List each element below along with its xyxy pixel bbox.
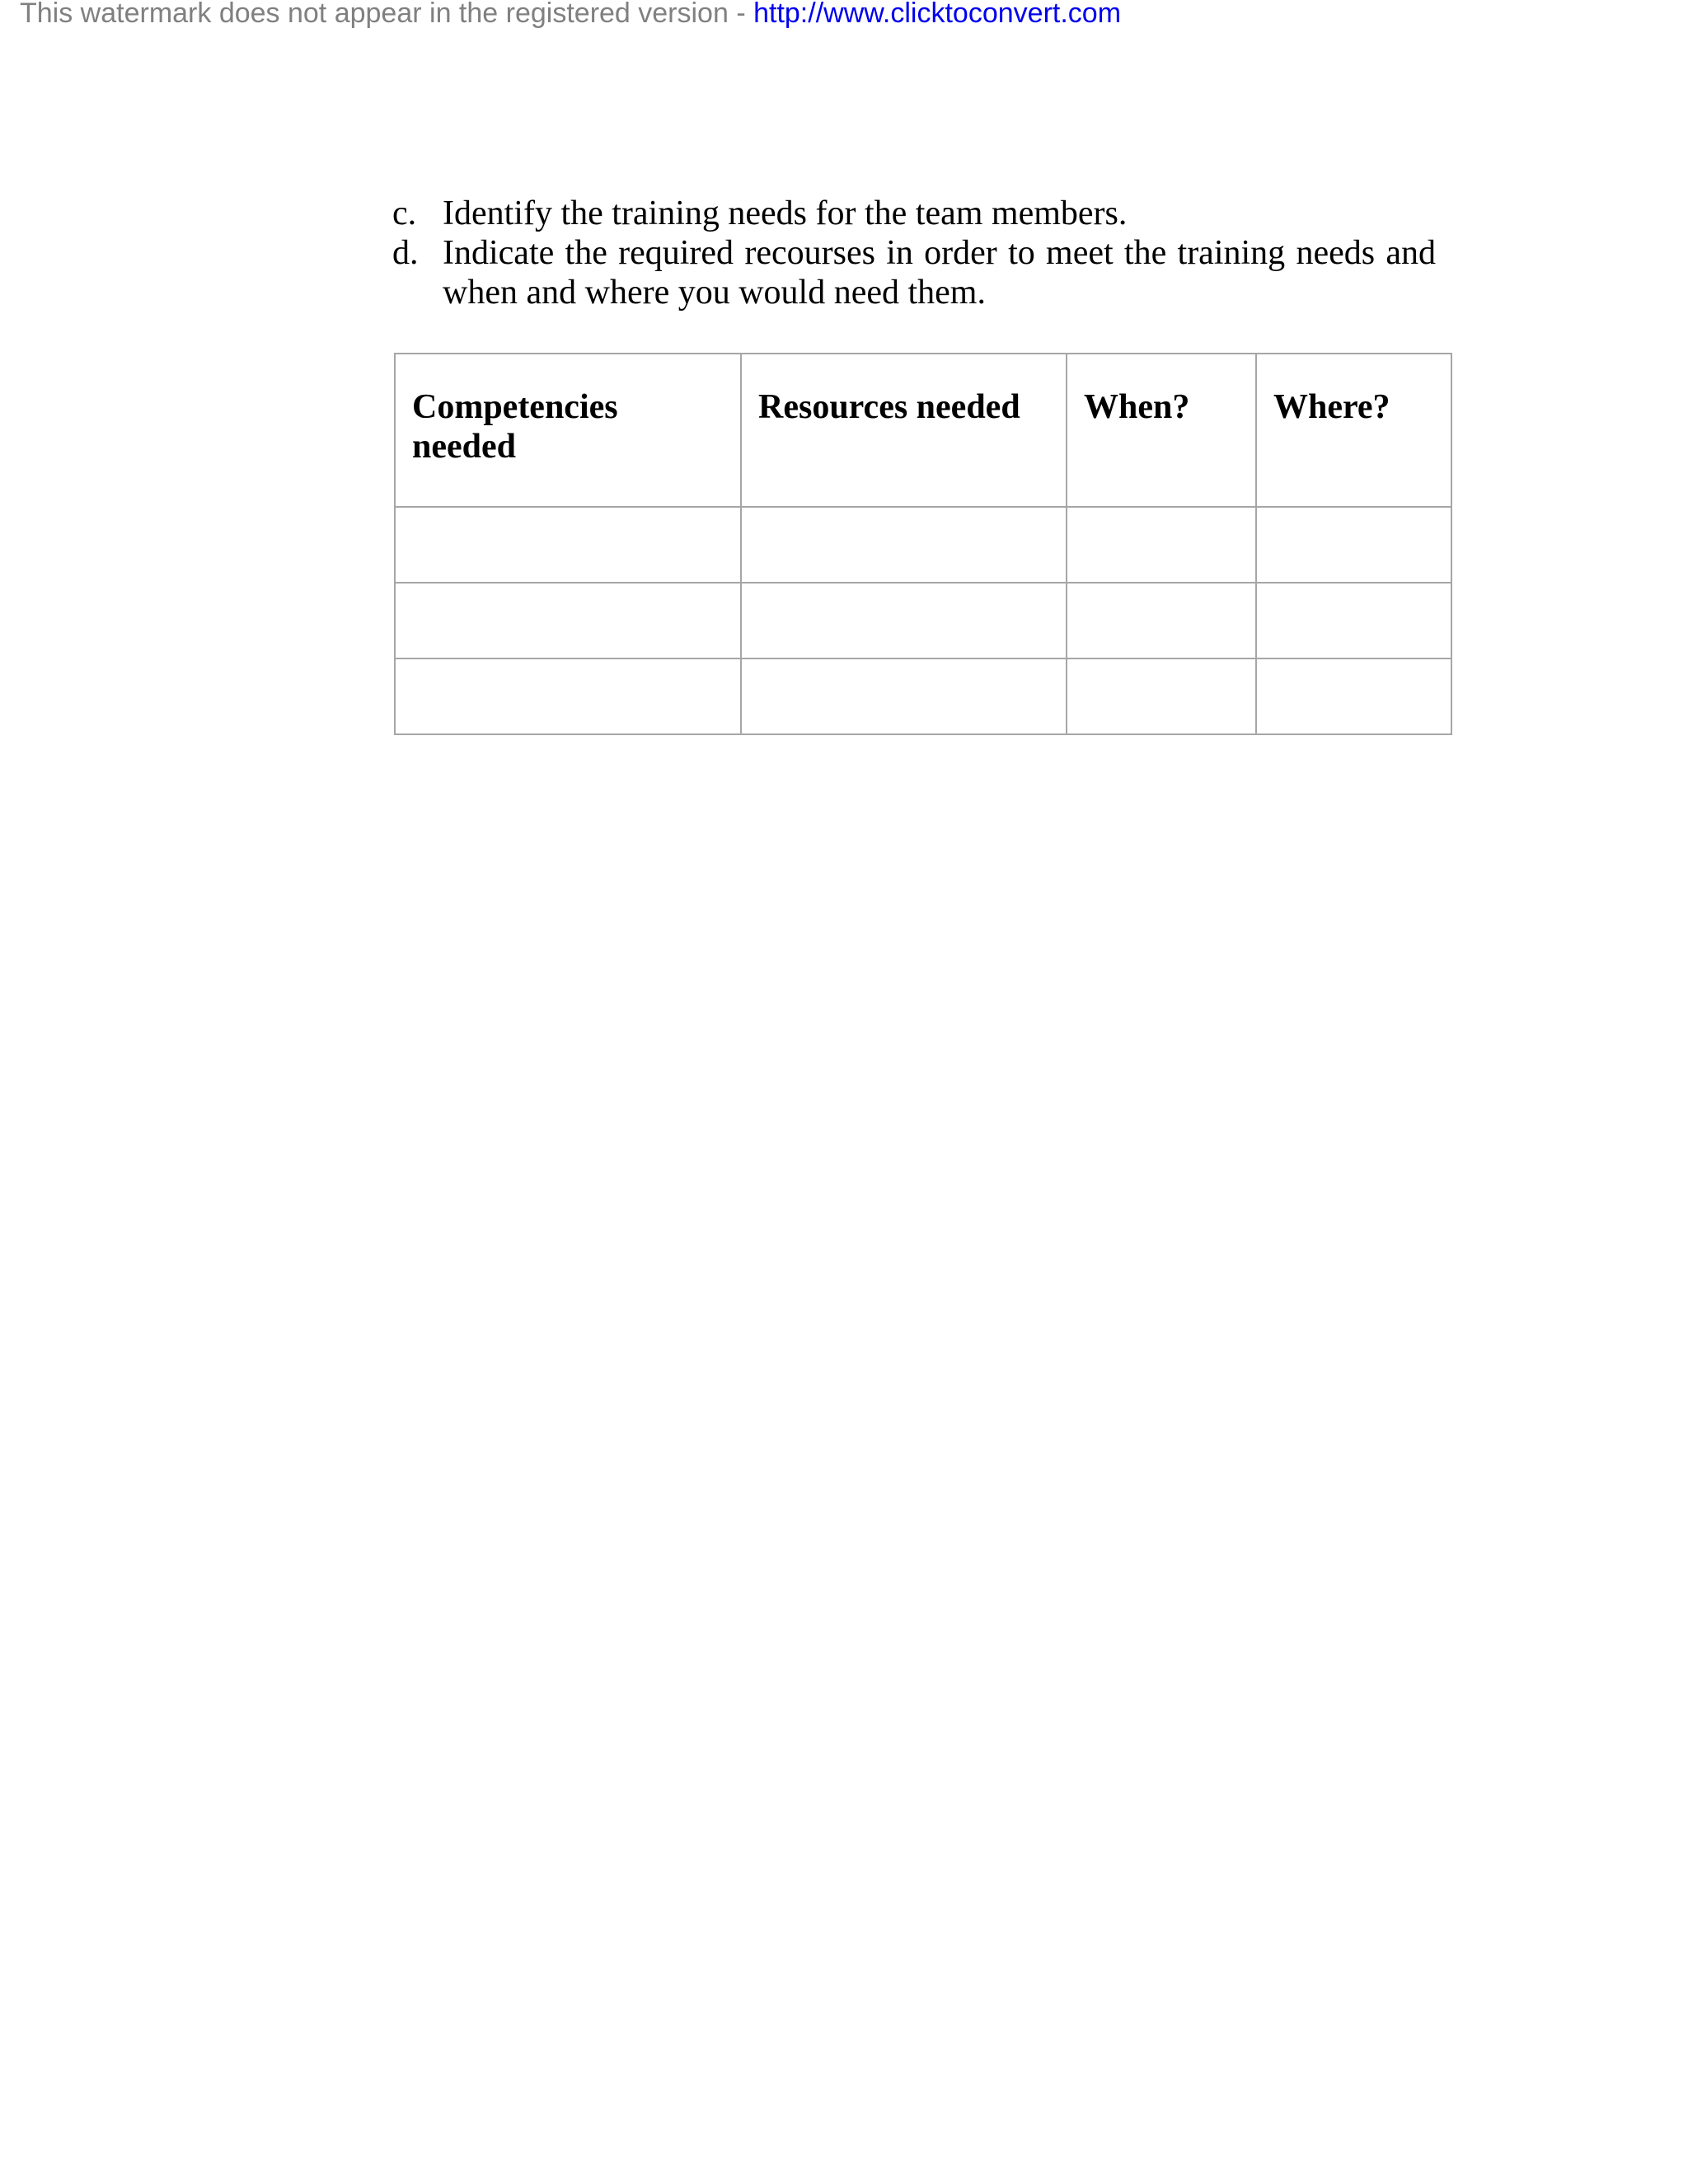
table-row <box>395 507 1451 583</box>
table-cell[interactable] <box>1256 658 1451 734</box>
watermark-text: This watermark does not appear in the registered version - <box>20 0 754 29</box>
list-item-c <box>392 194 1436 233</box>
header-when: When? <box>1067 354 1256 507</box>
table-cell[interactable] <box>1067 658 1256 734</box>
table-cell[interactable] <box>1256 583 1451 658</box>
training-needs-table <box>394 353 1452 735</box>
watermark-link[interactable]: http://www.clicktoconvert.com <box>753 0 1122 29</box>
table-cell[interactable] <box>1067 507 1256 583</box>
table-cell[interactable] <box>395 583 741 658</box>
list-marker: c. <box>392 194 417 232</box>
table-cell[interactable] <box>1067 583 1256 658</box>
list-item-text: Indicate the required recourses in order to meet the training needs and when and where you would need them. <box>443 234 1436 312</box>
table-row <box>395 583 1451 658</box>
header-competencies-needed: Competencies needed <box>395 354 741 507</box>
watermark <box>20 0 1121 30</box>
instruction-list <box>392 194 1436 312</box>
header-where: Where? <box>1256 354 1451 507</box>
header-resources-needed: Resources needed <box>741 354 1067 507</box>
table-cell[interactable] <box>395 507 741 583</box>
table-cell[interactable] <box>741 507 1067 583</box>
table-row <box>395 658 1451 734</box>
list-item-text: Identify the training needs for the team members. <box>443 194 1128 232</box>
table-cell[interactable] <box>741 583 1067 658</box>
table-cell[interactable] <box>1256 507 1451 583</box>
table-cell[interactable] <box>741 658 1067 734</box>
table-header-row <box>395 354 1451 507</box>
table-cell[interactable] <box>395 658 741 734</box>
list-item-d <box>392 233 1436 312</box>
list-marker: d. <box>392 234 419 272</box>
